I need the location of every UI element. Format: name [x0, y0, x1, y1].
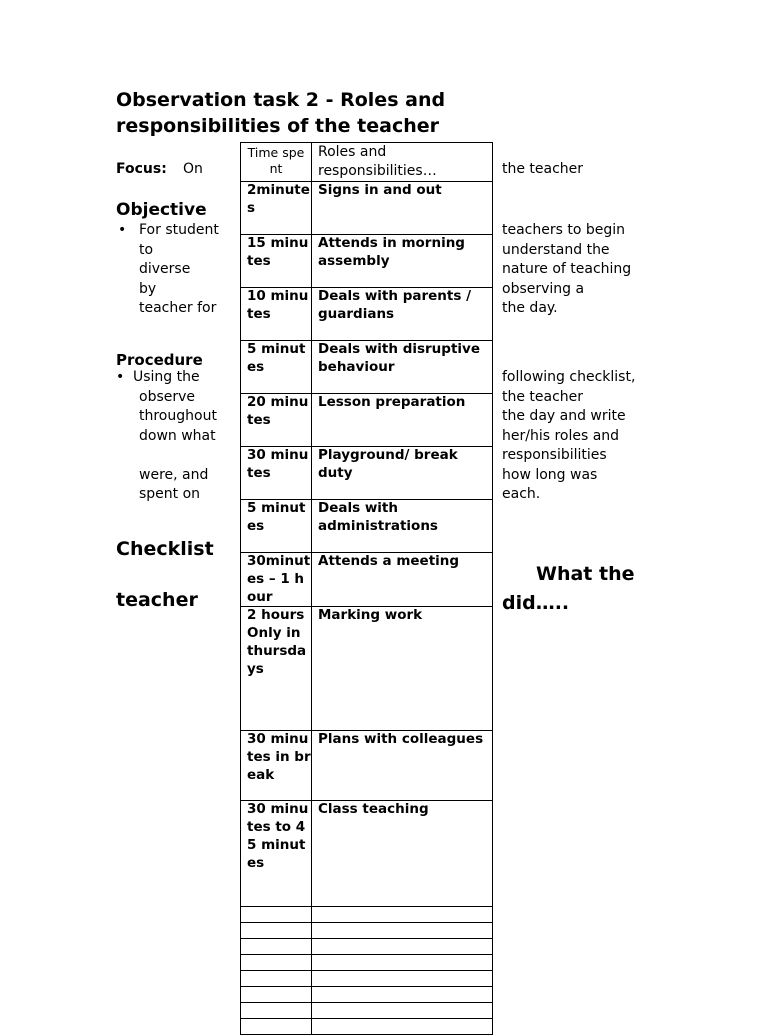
empty-row — [241, 1003, 493, 1019]
objective-right-line: observing a — [502, 280, 585, 297]
role-cell: Plans with colleagues — [312, 731, 493, 801]
table-row — [241, 447, 493, 500]
procedure-right-line: responsibilities — [502, 447, 607, 463]
procedure-right-line: how long was — [502, 466, 598, 483]
objective-heading: Objective — [116, 200, 207, 220]
procedure-right-line: the teacher — [502, 388, 584, 405]
objective-right-line: understand the — [502, 241, 610, 258]
empty-cell — [241, 987, 312, 1003]
time-cell: 5 minutes — [241, 500, 312, 553]
role-cell: Deals with disruptive behaviour — [312, 341, 493, 394]
empty-cell — [312, 923, 493, 939]
objective-left-line: to — [139, 241, 154, 258]
time-cell: 30 minutes to 45 minutes — [241, 801, 312, 907]
procedure-left-line — [139, 446, 217, 466]
objective-left-line: For student — [139, 222, 219, 238]
empty-cell — [241, 907, 312, 923]
empty-cell — [241, 923, 312, 939]
empty-cell — [312, 987, 493, 1003]
table-row — [241, 500, 493, 553]
objective-bullet: • — [118, 222, 127, 238]
empty-cell — [312, 1003, 493, 1019]
empty-cell — [241, 955, 312, 971]
empty-row — [241, 955, 493, 971]
role-cell: Signs in and out — [312, 182, 493, 235]
table-row — [241, 731, 493, 801]
empty-cell — [241, 1019, 312, 1035]
objective-left-line: teacher for — [139, 300, 217, 316]
checklist-heading-left-1: Checklist — [116, 538, 214, 560]
empty-cell — [312, 1019, 493, 1035]
objective-right-line: teachers to begin — [502, 222, 626, 238]
page-title-line-2: responsibilities of the teacher — [116, 115, 439, 137]
procedure-right-line: each. — [502, 486, 541, 502]
procedure-right-line: the day and write — [502, 408, 626, 424]
procedure-bullet: • — [116, 369, 125, 385]
procedure-left-line-first: Using the — [133, 369, 200, 385]
empty-cell — [241, 939, 312, 955]
empty-row — [241, 1019, 493, 1035]
page-title-line-1: Observation task 2 - Roles and — [116, 89, 446, 111]
empty-cell — [312, 955, 493, 971]
empty-cell — [312, 939, 493, 955]
objective-left-column — [139, 221, 219, 319]
role-cell: Marking work — [312, 607, 493, 731]
time-cell: 2 hours Only in thursdays — [241, 607, 312, 731]
procedure-right-line: following checklist, — [502, 369, 636, 385]
table-row — [241, 801, 493, 907]
role-cell: Deals with parents / guardians — [312, 288, 493, 341]
objective-left-line: by — [139, 280, 157, 297]
time-cell: 30minutes – 1 hour — [241, 553, 312, 607]
focus-text-left: On — [183, 161, 203, 177]
role-cell: Class teaching — [312, 801, 493, 907]
role-cell: Attends in morning assembly — [312, 235, 493, 288]
role-cell: Playground/ break duty — [312, 447, 493, 500]
table-row — [241, 394, 493, 447]
table-header-row — [241, 143, 493, 182]
time-cell: 2minutes — [241, 182, 312, 235]
objective-right-column — [502, 221, 631, 319]
header-time-spent: Time spent — [241, 143, 312, 182]
procedure-left-line: were, and — [139, 466, 209, 483]
table-row — [241, 288, 493, 341]
empty-row — [241, 971, 493, 987]
empty-cell — [312, 907, 493, 923]
procedure-left-line: observe — [139, 388, 196, 405]
focus-label: Focus: — [116, 161, 167, 177]
role-cell: Attends a meeting — [312, 553, 493, 607]
procedure-left-line: down what — [139, 427, 216, 444]
procedure-heading: Procedure — [116, 351, 203, 369]
table-row — [241, 235, 493, 288]
empty-cell — [312, 971, 493, 987]
procedure-right-line: her/his roles and — [502, 427, 620, 444]
time-cell: 10 minutes — [241, 288, 312, 341]
time-cell: 5 minutes — [241, 341, 312, 394]
objective-right-line: the day. — [502, 300, 558, 316]
checklist-heading-left-2: teacher — [116, 589, 198, 611]
checklist-table — [240, 142, 493, 1035]
table-row — [241, 553, 493, 607]
empty-row — [241, 987, 493, 1003]
empty-cell — [241, 1003, 312, 1019]
procedure-left-line: spent on — [139, 486, 201, 502]
checklist-heading-right-1: What the — [536, 563, 635, 585]
objective-left-line: diverse — [139, 261, 191, 277]
focus-text-right: the teacher — [502, 161, 584, 177]
empty-row — [241, 907, 493, 923]
time-cell: 30 minutes in break — [241, 731, 312, 801]
empty-row — [241, 939, 493, 955]
role-cell: Deals with administrations — [312, 500, 493, 553]
objective-right-line: nature of teaching — [502, 261, 632, 277]
procedure-left-line: throughout — [139, 408, 217, 424]
table-row — [241, 182, 493, 235]
procedure-left-column — [139, 388, 217, 505]
header-roles: Roles and responsibilities… — [312, 143, 493, 182]
empty-row — [241, 923, 493, 939]
procedure-right-column — [502, 368, 635, 505]
empty-cell — [241, 971, 312, 987]
table-row — [241, 341, 493, 394]
time-cell: 20 minutes — [241, 394, 312, 447]
role-cell: Lesson preparation — [312, 394, 493, 447]
time-cell: 30 minutes — [241, 447, 312, 500]
time-cell: 15 minutes — [241, 235, 312, 288]
table-row — [241, 607, 493, 731]
checklist-heading-right-2: did….. — [502, 592, 570, 614]
